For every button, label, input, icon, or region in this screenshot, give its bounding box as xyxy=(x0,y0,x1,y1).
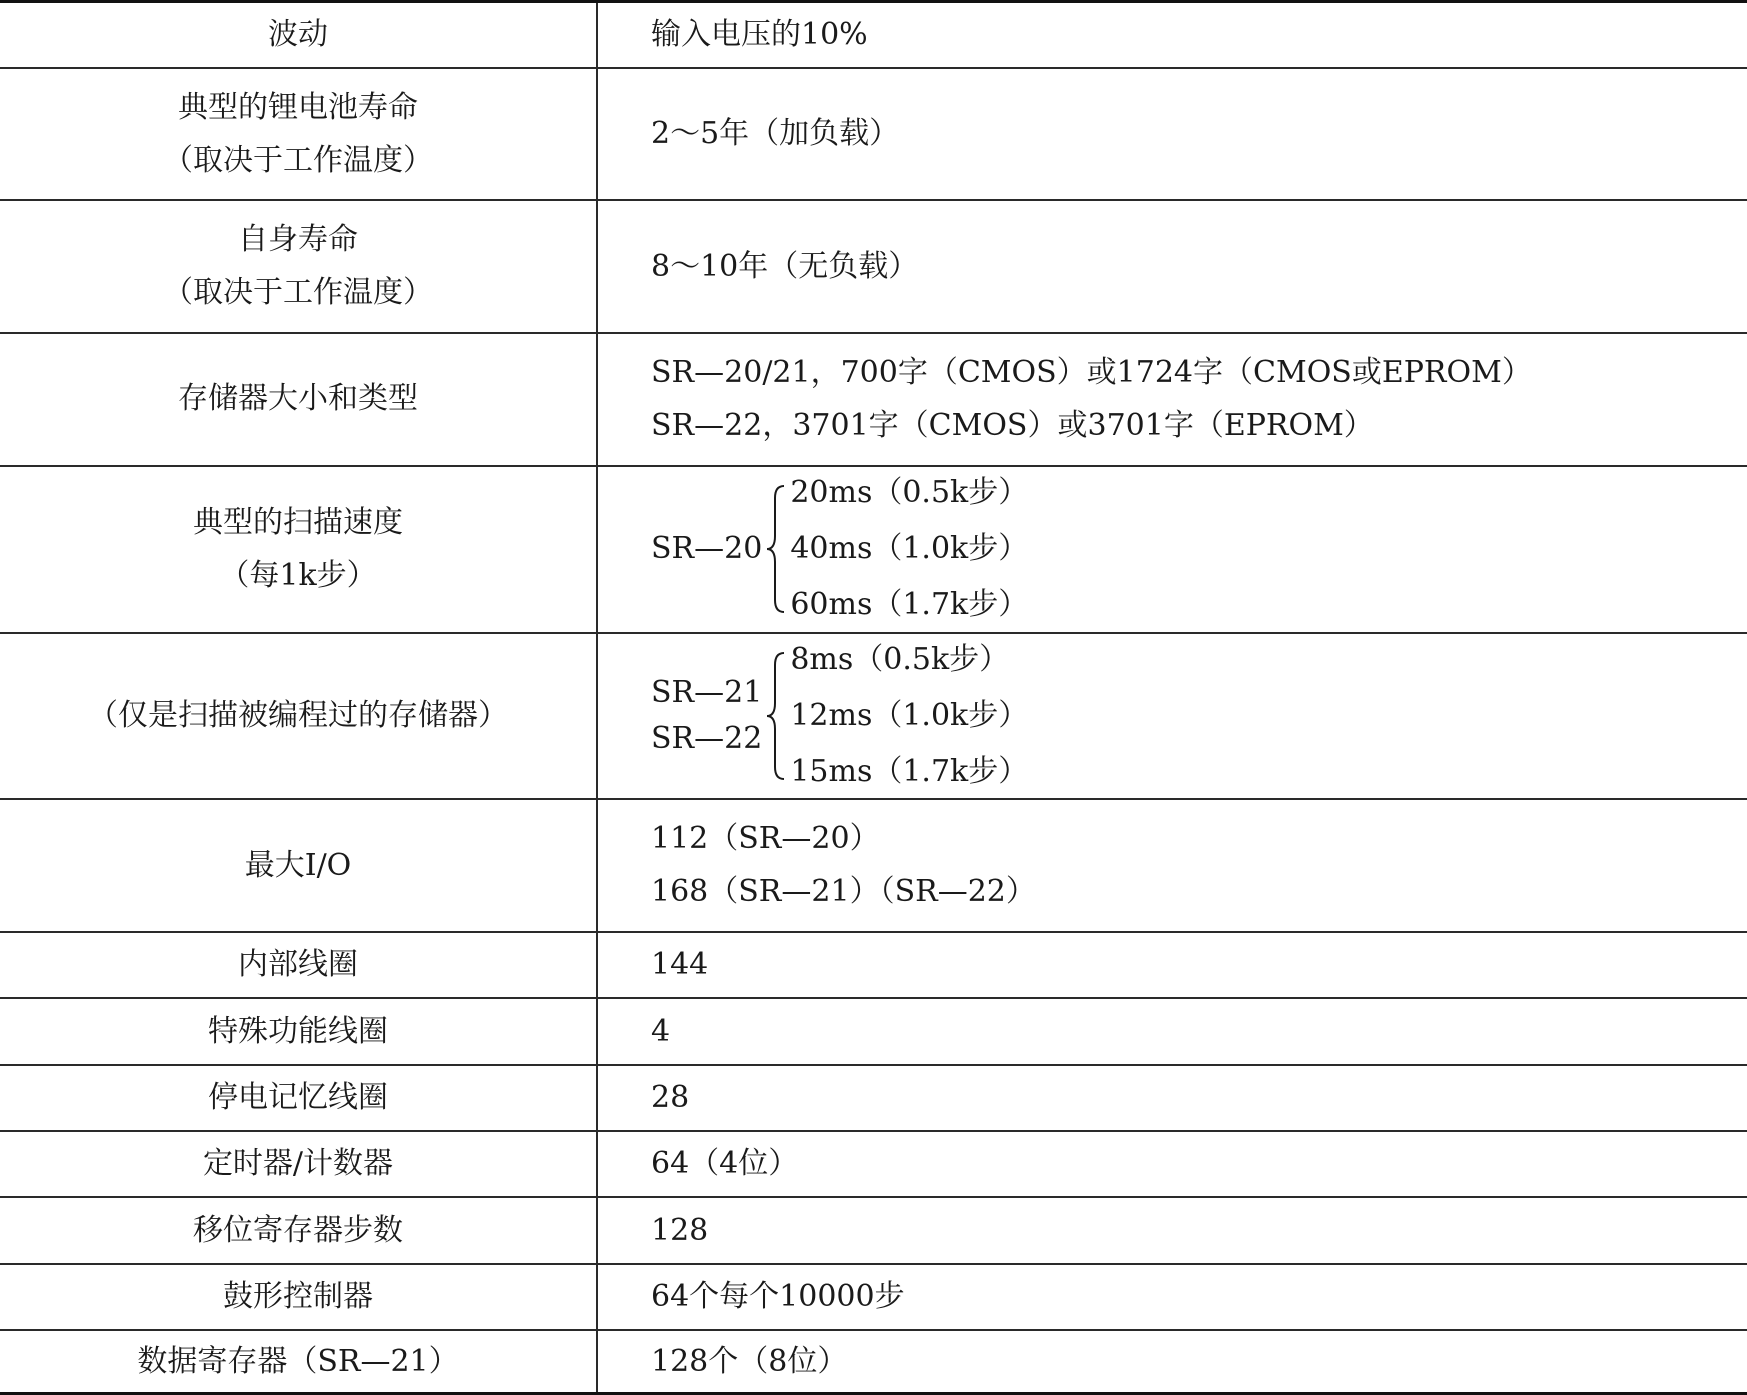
value-line: 64个每个10000步 xyxy=(651,1278,905,1314)
value-line: 28 xyxy=(651,1079,690,1115)
label-line: 典型的锂电池寿命 xyxy=(178,89,418,125)
label-line: 特殊功能线圈 xyxy=(208,1013,388,1049)
label-line: 定时器/计数器 xyxy=(202,1146,394,1182)
row-label xyxy=(0,1065,597,1131)
model-names xyxy=(651,531,762,567)
value-line: 输入电压的10% xyxy=(651,16,868,52)
row-label xyxy=(0,1264,597,1330)
model-name: SR—21 xyxy=(651,675,763,711)
speed-options xyxy=(790,475,1028,623)
label-line: 自身寿命 xyxy=(238,222,358,258)
left-brace-icon xyxy=(764,651,786,781)
value-line: SR—22，3701字（CMOS）或3701字（EPROM） xyxy=(651,407,1374,443)
row-value xyxy=(597,932,1747,998)
label-line: 内部线圈 xyxy=(238,947,358,983)
label-line: 移位寄存器步数 xyxy=(193,1212,403,1248)
value-line: SR—20/21，700字（CMOS）或1724字（CMOS或EPROM） xyxy=(651,354,1532,390)
model-name: SR—20 xyxy=(651,531,763,567)
label-line: 最大I/O xyxy=(244,847,352,883)
row-value xyxy=(597,1197,1747,1263)
label-line: 停电记忆线圈 xyxy=(208,1079,388,1115)
label-line: （仅是扫描被编程过的存储器） xyxy=(88,698,508,734)
value-line: 144 xyxy=(651,947,709,983)
row-label xyxy=(0,998,597,1064)
table-row xyxy=(0,2,1747,68)
label-line: 存储器大小和类型 xyxy=(178,381,418,417)
value-line: 128 xyxy=(651,1212,709,1248)
row-value xyxy=(597,68,1747,201)
row-label xyxy=(0,68,597,201)
model-names xyxy=(651,675,762,757)
table-row xyxy=(0,633,1747,800)
row-value xyxy=(597,1330,1747,1393)
table-row xyxy=(0,799,1747,932)
table-row xyxy=(0,1131,1747,1197)
row-value xyxy=(597,1065,1747,1131)
row-label xyxy=(0,333,597,466)
label-line: 数据寄存器（SR—21） xyxy=(137,1343,459,1379)
value-line: 112（SR—20） xyxy=(651,821,880,857)
label-line: 鼓形控制器 xyxy=(223,1278,373,1314)
value-line: 4 xyxy=(651,1013,671,1049)
table-row xyxy=(0,333,1747,466)
value-line: 168（SR—21）（SR—22） xyxy=(651,874,1036,910)
row-label xyxy=(0,1330,597,1393)
scan-speed-group xyxy=(651,642,1747,790)
row-label xyxy=(0,633,597,800)
speed-option: 8ms（0.5k步） xyxy=(790,642,1010,678)
speed-option: 20ms（0.5k步） xyxy=(790,475,1029,511)
label-line: （每1k步） xyxy=(219,557,377,593)
label-line: 波动 xyxy=(268,16,328,52)
row-label xyxy=(0,466,597,633)
value-line: 8～10年（无负载） xyxy=(651,248,919,284)
table-row xyxy=(0,466,1747,633)
model-name: SR—22 xyxy=(651,721,763,757)
row-label xyxy=(0,932,597,998)
table-row xyxy=(0,998,1747,1064)
table-row xyxy=(0,1065,1747,1131)
row-value xyxy=(597,2,1747,68)
speed-option: 15ms（1.7k步） xyxy=(790,754,1029,790)
table-row xyxy=(0,68,1747,201)
row-label xyxy=(0,2,597,68)
row-label xyxy=(0,1131,597,1197)
left-brace-icon xyxy=(764,484,786,614)
speed-option: 60ms（1.7k步） xyxy=(790,587,1029,623)
speed-option: 40ms（1.0k步） xyxy=(790,531,1029,567)
label-line: （取决于工作温度） xyxy=(163,142,433,178)
table-row xyxy=(0,1264,1747,1330)
row-value xyxy=(597,1264,1747,1330)
table-row xyxy=(0,932,1747,998)
value-line: 128个（8位） xyxy=(651,1343,848,1379)
value-line: 64（4位） xyxy=(651,1146,799,1182)
row-value xyxy=(597,466,1747,633)
row-value xyxy=(597,333,1747,466)
table-row xyxy=(0,1330,1747,1393)
row-value xyxy=(597,1131,1747,1197)
value-line: 2～5年（加负载） xyxy=(651,116,900,152)
row-value xyxy=(597,200,1747,333)
row-label xyxy=(0,200,597,333)
row-label xyxy=(0,799,597,932)
row-value xyxy=(597,799,1747,932)
label-line: （取决于工作温度） xyxy=(163,275,433,311)
row-value xyxy=(597,998,1747,1064)
row-label xyxy=(0,1197,597,1263)
speed-option: 12ms（1.0k步） xyxy=(790,698,1029,734)
table-row xyxy=(0,1197,1747,1263)
row-value xyxy=(597,633,1747,800)
speed-options xyxy=(790,642,1028,790)
label-line: 典型的扫描速度 xyxy=(193,504,403,540)
table-row xyxy=(0,200,1747,333)
scan-speed-group xyxy=(651,475,1747,623)
